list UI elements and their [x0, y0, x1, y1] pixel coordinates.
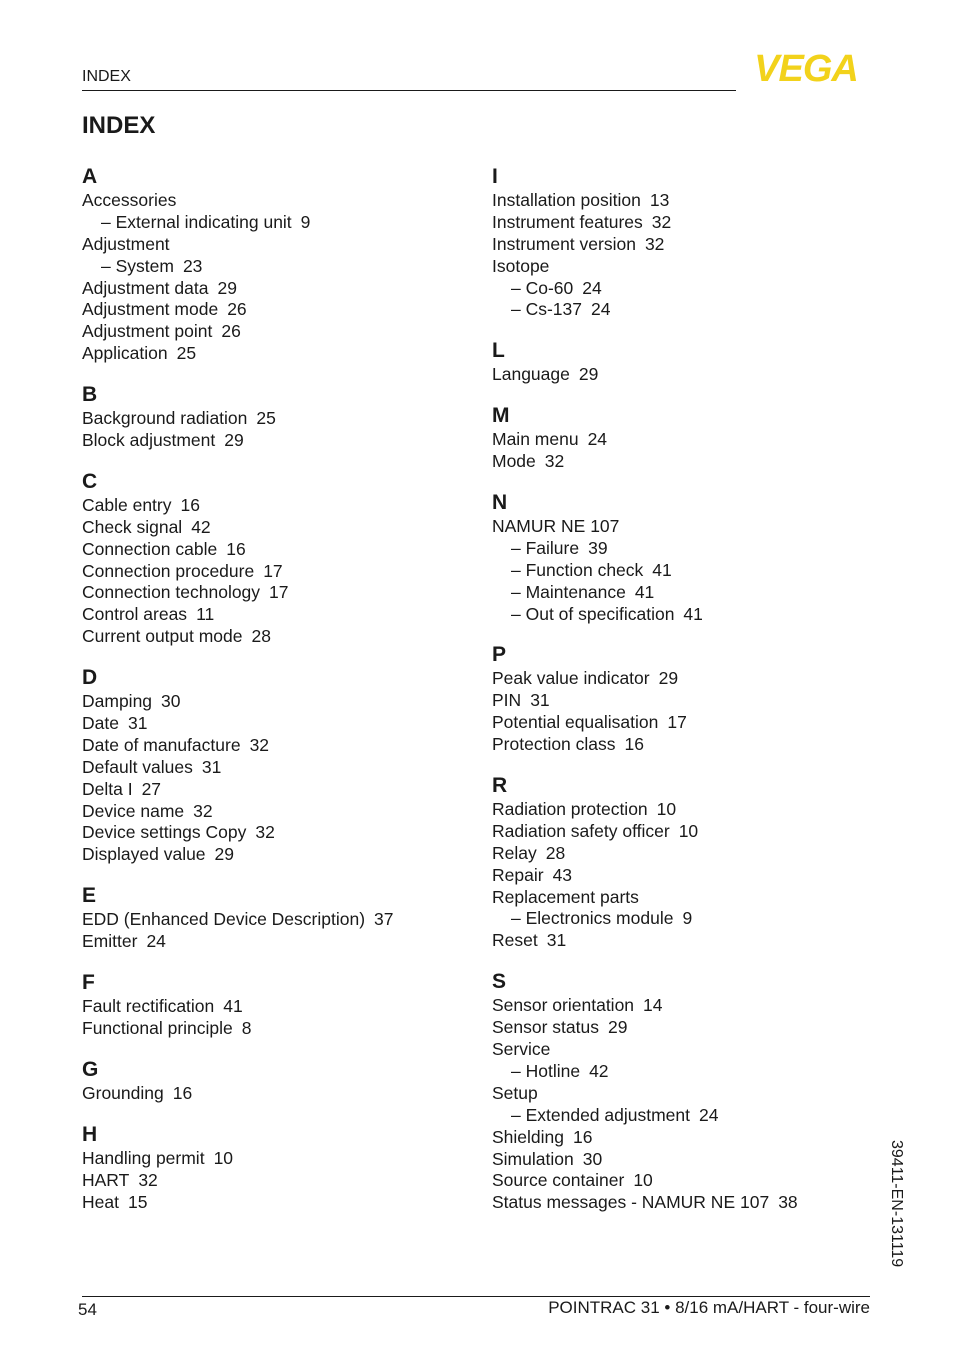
entry-term: Adjustment mode — [82, 299, 219, 320]
entry-page-number: 29 — [214, 844, 235, 865]
index-entry — [492, 516, 892, 538]
entry-page-number: 29 — [578, 364, 599, 385]
entry-term: Radiation safety officer — [492, 820, 670, 841]
entry-page-number: 26 — [227, 299, 247, 320]
entry-term: Reset — [492, 930, 538, 951]
entry-page-number: 16 — [226, 538, 246, 559]
entry-term: Date — [82, 713, 119, 734]
entry-page-number: 9 — [682, 908, 693, 929]
index-entry — [82, 321, 482, 343]
section-letter: L — [492, 339, 505, 363]
entry-page-number: 17 — [667, 712, 687, 733]
entry-term: Cable entry — [82, 494, 172, 515]
index-entry — [82, 691, 482, 713]
section-letter: D — [82, 666, 98, 690]
index-entry — [82, 1018, 482, 1040]
section-letter: N — [492, 491, 508, 515]
entry-term: PIN — [492, 690, 522, 711]
entry-term: Block adjustment — [82, 430, 216, 451]
index-section-f — [82, 970, 482, 1040]
entry-term: – System — [101, 255, 174, 276]
entry-term: Control areas — [82, 604, 188, 625]
index-entry — [82, 1170, 482, 1192]
entry-term: Mode — [492, 451, 536, 472]
entry-term: Date of manufacture — [82, 734, 241, 755]
index-entry — [492, 712, 892, 734]
entry-term: Sensor orientation — [492, 995, 635, 1016]
page-number: 54 — [78, 1300, 97, 1319]
entry-page-number: 16 — [180, 494, 200, 515]
entry-page-number: 24 — [582, 277, 602, 298]
index-entry — [492, 234, 892, 256]
entry-page-number: 29 — [658, 668, 679, 689]
entry-page-number: 26 — [221, 321, 241, 342]
index-entry — [82, 1192, 482, 1214]
entry-page-number: 24 — [591, 299, 611, 320]
entry-page-number: 41 — [652, 559, 672, 580]
entry-term: – Maintenance — [511, 581, 626, 602]
index-entry — [492, 690, 892, 712]
entry-page-number: 32 — [193, 800, 213, 821]
index-entry — [492, 451, 892, 473]
entry-page-number: 24 — [146, 931, 166, 952]
entry-page-number: 31 — [201, 756, 222, 777]
entry-page-number: 10 — [633, 1170, 653, 1191]
entry-page-number: 38 — [778, 1192, 798, 1213]
entry-term: Instrument features — [492, 211, 643, 232]
index-entry — [492, 930, 892, 952]
entry-term: Default values — [82, 756, 193, 777]
section-letter: S — [492, 970, 507, 994]
footer-rule — [82, 1296, 870, 1297]
entry-term: Damping — [82, 691, 153, 712]
running-head: INDEX — [82, 68, 131, 85]
entry-page-number: 32 — [249, 734, 270, 755]
index-entry — [492, 1192, 892, 1214]
entry-page-number: 29 — [608, 1017, 628, 1038]
index-entry — [492, 212, 892, 234]
entry-term: Simulation — [492, 1148, 574, 1169]
entry-term: Relay — [492, 842, 537, 863]
entry-term: – Hotline — [511, 1060, 581, 1081]
index-entry — [82, 234, 482, 256]
index-entry — [492, 190, 892, 212]
index-entry — [492, 734, 892, 756]
entry-term: – Co-60 — [511, 277, 574, 298]
entry-term: Adjustment point — [82, 321, 213, 342]
index-column-right — [492, 164, 892, 1231]
index-entry — [82, 408, 482, 430]
entry-term: Application — [82, 343, 168, 364]
section-letter: F — [82, 971, 95, 995]
entry-page-number: 30 — [161, 691, 181, 712]
index-section-n — [492, 490, 892, 625]
index-entry — [82, 278, 482, 300]
entry-term: Displayed value — [82, 844, 206, 865]
index-section-m — [492, 403, 892, 473]
entry-term: Fault rectification — [82, 996, 215, 1017]
entry-term: Shielding — [492, 1126, 564, 1147]
document-code: 39411-EN-131119 — [888, 1140, 905, 1268]
entry-page-number: 32 — [255, 822, 275, 843]
index-section-h — [82, 1122, 482, 1214]
entry-term: Delta I — [82, 778, 133, 799]
index-entry — [492, 799, 892, 821]
entry-page-number: 41 — [634, 581, 655, 602]
index-entry — [82, 931, 482, 953]
section-letter: M — [492, 404, 510, 428]
index-entry — [82, 604, 482, 626]
entry-page-number: 11 — [196, 604, 215, 625]
entry-term: Replacement parts — [492, 886, 639, 907]
entry-page-number: 25 — [256, 408, 276, 429]
index-subentry — [82, 256, 482, 278]
entry-term: Check signal — [82, 516, 183, 537]
entry-page-number: 23 — [182, 255, 203, 276]
entry-term: Installation position — [492, 190, 641, 210]
entry-term: Grounding — [82, 1082, 164, 1103]
index-section-r — [492, 773, 892, 952]
entry-page-number: 32 — [651, 211, 672, 232]
entry-page-number: 31 — [530, 690, 550, 711]
index-entry — [82, 626, 482, 648]
footer-document-title: POINTRAC 31 • 8/16 mA/HART - four-wire — [548, 1298, 870, 1317]
index-entry — [82, 495, 482, 517]
entry-term: – Failure — [511, 537, 580, 558]
entry-page-number: 25 — [176, 343, 197, 364]
entry-term: – External indicating unit — [101, 211, 292, 232]
section-letter: C — [82, 469, 98, 493]
index-subentry — [492, 1105, 892, 1127]
index-subentry — [492, 582, 892, 604]
entry-page-number: 24 — [587, 429, 608, 450]
section-letter: R — [492, 774, 508, 798]
index-entry — [82, 713, 482, 735]
entry-term: Repair — [492, 864, 544, 885]
index-entry — [82, 801, 482, 823]
entry-page-number: 17 — [263, 560, 283, 581]
index-entry — [82, 539, 482, 561]
entry-term: Handling permit — [82, 1147, 205, 1168]
index-entry — [82, 996, 482, 1018]
entry-term: EDD (Enhanced Device Description) — [82, 909, 366, 930]
entry-page-number: 27 — [141, 778, 162, 799]
index-entry — [492, 668, 892, 690]
section-letter: H — [82, 1122, 98, 1146]
index-entry — [492, 1127, 892, 1149]
entry-term: Background radiation — [82, 408, 248, 429]
index-entry — [82, 517, 482, 539]
entry-term: Main menu — [492, 429, 579, 450]
entry-term: Connection cable — [82, 538, 218, 559]
index-column-left — [82, 164, 482, 1230]
entry-page-number: 41 — [223, 996, 243, 1017]
entry-term: – Electronics module — [511, 908, 674, 929]
entry-page-number: 29 — [217, 277, 237, 298]
index-subentry — [492, 1061, 892, 1083]
vega-logo — [740, 50, 872, 84]
index-subentry — [492, 908, 892, 930]
entry-page-number: 31 — [546, 930, 567, 951]
index-entry — [492, 1170, 892, 1192]
entry-page-number: 30 — [582, 1148, 603, 1169]
index-entry — [82, 343, 482, 365]
section-letter: E — [82, 884, 97, 908]
index-entry — [82, 822, 482, 844]
entry-term: Sensor status — [492, 1017, 599, 1038]
index-entry — [492, 1149, 892, 1171]
index-entry — [82, 190, 482, 212]
index-entry — [82, 561, 482, 583]
section-letter: I — [492, 165, 498, 188]
index-section-e — [82, 883, 482, 953]
entry-term: Device name — [82, 800, 185, 821]
index-entry — [82, 844, 482, 866]
entry-term: Functional principle — [82, 1017, 233, 1038]
entry-term: – Cs-137 — [511, 299, 583, 320]
entry-term: Connection procedure — [82, 560, 255, 581]
entry-page-number: 16 — [172, 1082, 193, 1103]
entry-term: Protection class — [492, 734, 616, 755]
index-entry — [82, 1083, 482, 1105]
header-rule — [82, 90, 736, 91]
index-entry — [82, 757, 482, 779]
entry-page-number: 15 — [127, 1191, 148, 1212]
entry-page-number: 16 — [573, 1126, 593, 1147]
index-entry — [82, 735, 482, 757]
index-entry — [492, 429, 892, 451]
index-subentry — [492, 299, 892, 321]
index-entry — [82, 299, 482, 321]
entry-term: Adjustment — [82, 233, 170, 254]
index-subentry — [492, 538, 892, 560]
index-entry — [82, 582, 482, 604]
entry-term: Setup — [492, 1082, 538, 1103]
entry-page-number: 9 — [300, 211, 311, 232]
index-entry — [492, 1083, 892, 1105]
entry-page-number: 32 — [644, 233, 665, 254]
entry-term: NAMUR NE 107 — [492, 516, 620, 537]
index-subentry — [492, 560, 892, 582]
entry-term: Connection technology — [82, 582, 261, 603]
page-title: INDEX — [82, 112, 156, 139]
entry-page-number: 8 — [241, 1017, 252, 1038]
index-entry — [492, 1017, 892, 1039]
entry-page-number: 39 — [588, 537, 608, 558]
entry-term: – Function check — [511, 559, 644, 580]
logo-text: VEGA — [754, 50, 858, 84]
entry-term: Language — [492, 364, 570, 385]
entry-term: Status messages - NAMUR NE 107 — [492, 1192, 770, 1213]
section-letter: P — [492, 643, 507, 667]
section-letter: A — [82, 165, 98, 188]
index-section-g — [82, 1057, 482, 1105]
entry-term: Accessories — [82, 190, 177, 210]
index-section-d — [82, 665, 482, 866]
entry-term: Emitter — [82, 931, 138, 952]
index-subentry — [492, 278, 892, 300]
entry-page-number: 29 — [224, 430, 244, 451]
entry-page-number: 24 — [699, 1104, 719, 1125]
entry-term: – Extended adjustment — [511, 1104, 691, 1125]
entry-page-number: 14 — [643, 995, 663, 1016]
entry-term: Peak value indicator — [492, 668, 650, 689]
entry-term: Radiation protection — [492, 799, 648, 820]
index-section-s — [492, 969, 892, 1214]
entry-page-number: 32 — [138, 1169, 158, 1190]
entry-page-number: 13 — [649, 190, 670, 210]
index-entry — [492, 995, 892, 1017]
entry-term: Instrument version — [492, 233, 636, 254]
entry-term: Service — [492, 1039, 551, 1060]
index-entry — [492, 865, 892, 887]
index-entry — [82, 779, 482, 801]
entry-page-number: 32 — [544, 451, 565, 472]
entry-page-number: 17 — [269, 582, 289, 603]
entry-page-number: 43 — [552, 864, 573, 885]
entry-page-number: 41 — [683, 603, 703, 624]
index-section-b — [82, 382, 482, 452]
index-entry — [492, 256, 892, 278]
entry-term: – Out of specification — [511, 603, 675, 624]
index-section-p — [492, 642, 892, 756]
entry-term: Adjustment data — [82, 277, 209, 298]
index-section-i — [492, 164, 892, 321]
entry-page-number: 31 — [127, 713, 148, 734]
index-entry — [492, 821, 892, 843]
index-section-l — [492, 338, 892, 386]
index-entry — [492, 364, 892, 386]
section-letter: G — [82, 1057, 99, 1081]
index-entry — [82, 909, 482, 931]
index-section-c — [82, 469, 482, 648]
index-subentry — [492, 604, 892, 626]
index-entry — [492, 887, 892, 909]
index-entry — [492, 843, 892, 865]
entry-page-number: 16 — [624, 734, 644, 755]
entry-term: Potential equalisation — [492, 712, 659, 733]
index-subentry — [82, 212, 482, 234]
entry-term: Current output mode — [82, 626, 243, 647]
index-entry — [492, 1039, 892, 1061]
entry-page-number: 28 — [545, 842, 566, 863]
entry-page-number: 10 — [678, 820, 699, 841]
entry-page-number: 42 — [191, 516, 211, 537]
entry-term: Heat — [82, 1191, 119, 1212]
entry-term: Device settings Copy — [82, 822, 247, 843]
index-entry — [82, 1148, 482, 1170]
entry-term: HART — [82, 1169, 130, 1190]
section-letter: B — [82, 383, 98, 407]
index-entry — [82, 430, 482, 452]
entry-term: Isotope — [492, 255, 550, 276]
entry-term: Source container — [492, 1170, 625, 1191]
entry-page-number: 10 — [656, 799, 677, 820]
index-section-a — [82, 164, 482, 365]
entry-page-number: 28 — [251, 626, 271, 647]
entry-page-number: 10 — [213, 1147, 234, 1168]
entry-page-number: 42 — [589, 1060, 609, 1081]
entry-page-number: 37 — [374, 909, 394, 930]
